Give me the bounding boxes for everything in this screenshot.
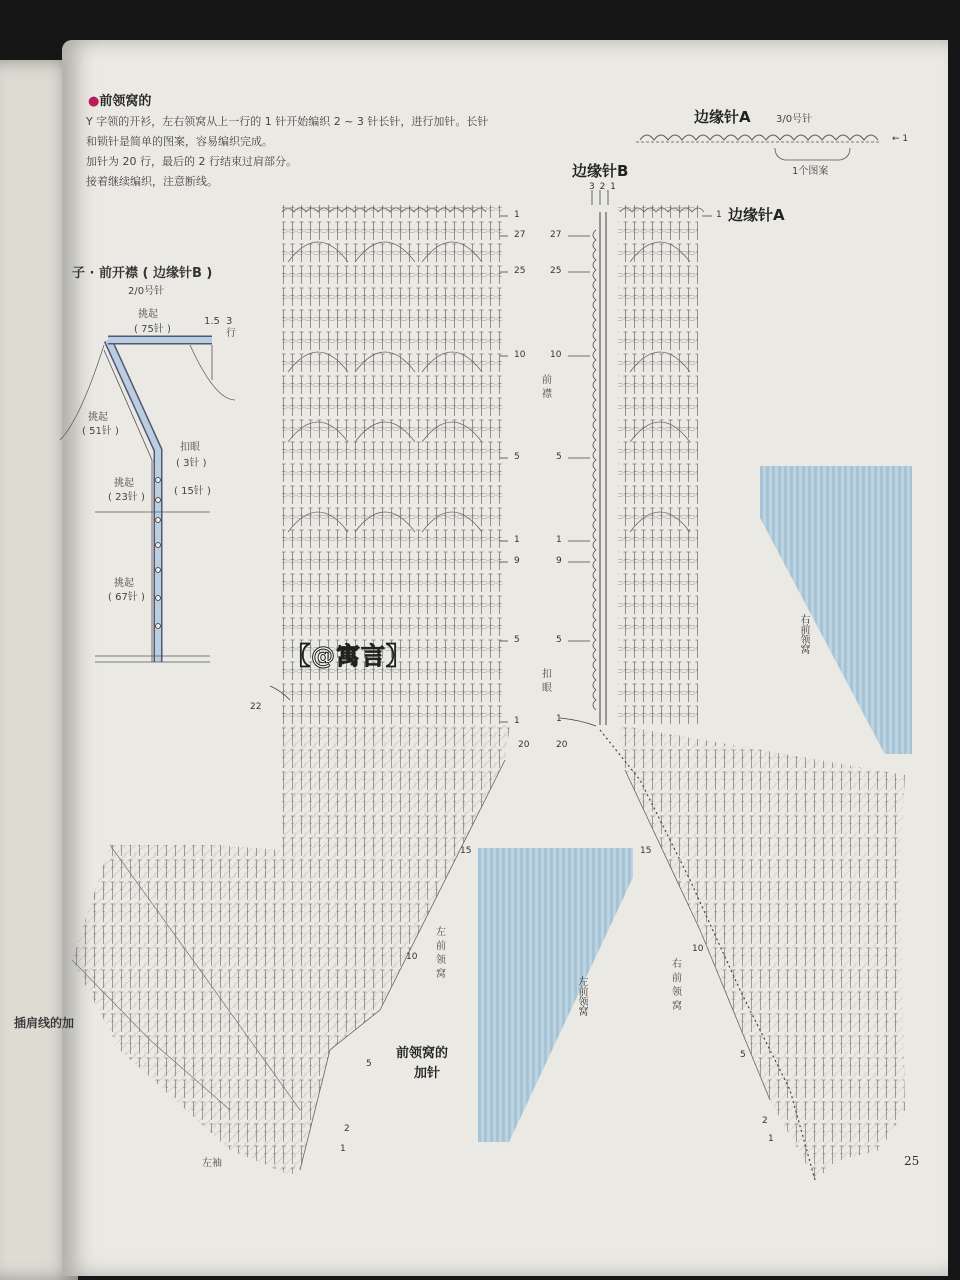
row-number: 1 (514, 210, 520, 220)
buttonhole-spacing: ( 15针 ) (174, 486, 211, 497)
row-number: 1 (514, 535, 520, 545)
right-neck-label: 右前领窝 (672, 959, 682, 1012)
left-photo-label: 左前领窝 (576, 976, 587, 1016)
right-photo-label: 右前领窝 (798, 614, 809, 654)
watermark: 【@寓言】 (286, 642, 411, 670)
instructions (86, 112, 566, 192)
row-number: 5 (556, 635, 562, 645)
row-number: 5 (740, 1050, 746, 1060)
instruction-line-4: 接着继续编织，注意断线。 (86, 175, 218, 188)
buttonhole-chart-label: 扣眼 (542, 669, 552, 694)
raglan-side-text: 插肩线的加 (14, 1016, 75, 1030)
row-number: 22 (250, 702, 262, 712)
row-number: 1 (556, 535, 562, 545)
row-number: 1 (716, 210, 722, 220)
pickup-top-label: 挑起 (138, 309, 158, 320)
row-number: 5 (514, 635, 520, 645)
buttonhole-count: ( 3针 ) (176, 458, 207, 469)
buttonhole-label: 扣眼 (180, 442, 200, 453)
section-heading (88, 90, 151, 109)
page-number: 25 (904, 1154, 920, 1168)
pickup-low-count: ( 23针 ) (108, 492, 145, 503)
side-rows: 3行 (226, 316, 236, 339)
front-band-title: 子 · 前开襟 ( 边缘针B ) (72, 266, 213, 281)
row-number: 27 (514, 230, 526, 240)
left-neck-label: 左前领窝 (436, 927, 446, 980)
front-band-needle: 2/0号针 (128, 286, 165, 297)
row-number: 9 (514, 556, 520, 566)
pickup-mid-label: 挑起 (88, 412, 108, 423)
row-number: 20 (518, 740, 530, 750)
pickup-bottom-count: ( 67针 ) (108, 592, 145, 603)
row-number: 20 (556, 740, 568, 750)
side-dimension: 1.5 (204, 316, 220, 327)
border-a-label: 边缘针A (728, 206, 785, 224)
border-a-repeat-label: 1个图案 (792, 166, 829, 177)
pickup-mid-count: ( 51针 ) (82, 426, 119, 437)
row-number: 2 (344, 1124, 350, 1134)
row-number: 1 (556, 714, 562, 724)
border-a-legend-needle: 3/0号针 (776, 114, 813, 125)
row-number: 10 (406, 952, 418, 962)
border-a-legend-title: 边缘针A (694, 108, 751, 126)
heading-bullet: ● (88, 94, 100, 109)
instruction-line-3: 加针为 20 行，最后的 2 行结束过肩部分。 (86, 155, 297, 168)
pickup-bottom-label: 挑起 (114, 578, 134, 589)
border-b-label: 边缘针B (572, 162, 629, 180)
row-number: 5 (514, 452, 520, 462)
row-number: 5 (556, 452, 562, 462)
left-sleeve-label: 左袖 (202, 1158, 222, 1169)
row-number: 25 (550, 266, 562, 276)
front-band-label: 前襟 (542, 375, 552, 400)
row-number: 1 (340, 1144, 346, 1154)
row-number: 10 (550, 350, 562, 360)
row-number: 2 (762, 1116, 768, 1126)
row-number: 15 (640, 846, 652, 856)
row-number: 9 (556, 556, 562, 566)
row-number: 10 (692, 944, 704, 954)
row-number: 1 (768, 1134, 774, 1144)
increase-title-line2: 加针 (414, 1066, 441, 1081)
row-number: 1 (514, 716, 520, 726)
row-number: 27 (550, 230, 562, 240)
pickup-low-label: 挑起 (114, 478, 134, 489)
heading-text: 前领窝的 (99, 94, 152, 109)
border-a-legend-row: ← 1 (892, 134, 909, 144)
row-number: 10 (514, 350, 526, 360)
instruction-line-1: Y 字领的开衫，左右领窝从上一行的 1 针开始编织 2 ~ 3 针长针，进行加针。长针 (86, 115, 489, 128)
row-number: 25 (514, 266, 526, 276)
instruction-line-2: 和锁针是简单的图案，容易编织完成。 (86, 135, 273, 148)
pickup-top-count: ( 75针 ) (134, 324, 171, 335)
stitch-numbers: 3 2 1 (589, 182, 617, 192)
increase-title-line1: 前领窝的 (396, 1046, 449, 1061)
row-number: 15 (460, 846, 472, 856)
row-number: 5 (366, 1059, 372, 1069)
